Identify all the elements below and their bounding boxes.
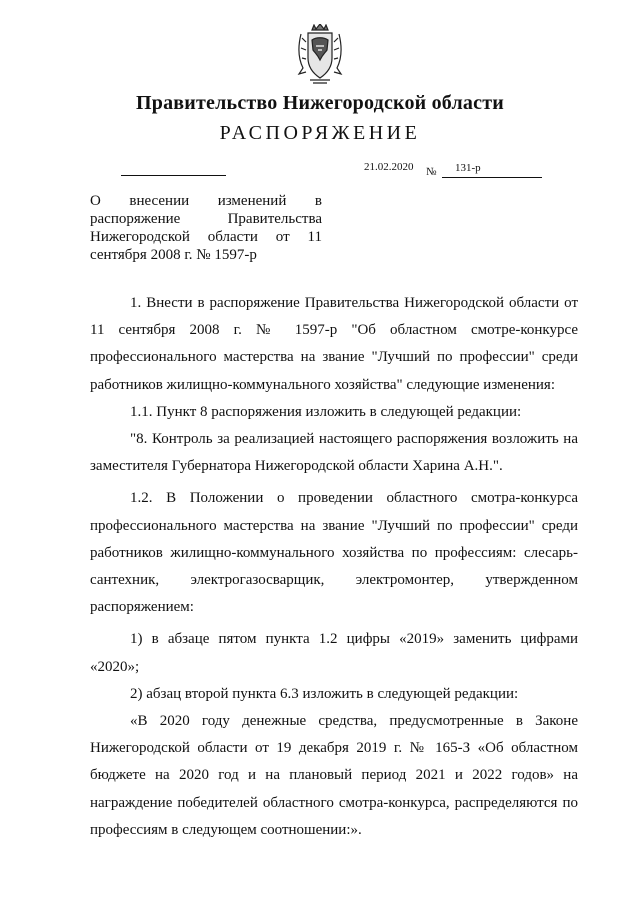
number-underline [442, 177, 542, 178]
coat-of-arms-icon [296, 24, 344, 86]
paragraph-item-2: 2) абзац второй пункта 6.3 изложить в следующей редакции: [130, 685, 519, 702]
date-signature-line [121, 175, 226, 176]
paragraph-1: 1. Внести в распоряжение Правительства Нижегородской области от 11 сентября 2008 г. № 1597-р "Об областном смотре-конкурсе профессионального мастерства на звание "Лучший по профессии" среди работников жилищно-коммунального хозяйства" следующие изменения: [90, 295, 578, 393]
paragraph-quote-8: "8. Контроль за реализацией настоящего распоряжения возложить на заместителя Губернатора Нижегородской области Харина А.Н.". [90, 431, 578, 475]
paragraph-1-2: 1.2. В Положении о проведении областного смотра-конкурса профессионального мастерства на звание "Лучший по профессии" среди работников жилищно-коммунального хозяйства по профессиям: слесарь-сантехник, электрогазосварщик, электромонтер, утвержденном распоряжением: [90, 490, 578, 616]
document-subject: О внесении изменений в распоряжение Правительства Нижегородской области от 11 сентября 2008 г. № 1597-р [90, 193, 322, 263]
paragraph-item-1: 1) в абзаце пятом пункта 1.2 цифры «2019» заменить цифрами «2020»; [90, 631, 578, 675]
document-body [90, 290, 578, 844]
paragraph-quote-budget: «В 2020 году денежные средства, предусмотренные в Законе Нижегородской области от 19 декабря 2019 г. № 165-З «Об областном бюджете на 2020 год и на плановый период 2021 и 2022 годов» на награждение победителей областного смотра-конкурса, распределяются по профессиям в следующем соотношении:». [90, 713, 578, 838]
paragraph-1-1: 1.1. Пункт 8 распоряжения изложить в следующей редакции: [130, 403, 522, 420]
government-title: Правительство Нижегородской области [136, 92, 504, 114]
document-number: 131-р [455, 162, 481, 174]
number-sign: № [426, 166, 437, 178]
document-date: 21.02.2020 [364, 161, 414, 173]
document-type: РАСПОРЯЖЕНИЕ [219, 122, 421, 144]
